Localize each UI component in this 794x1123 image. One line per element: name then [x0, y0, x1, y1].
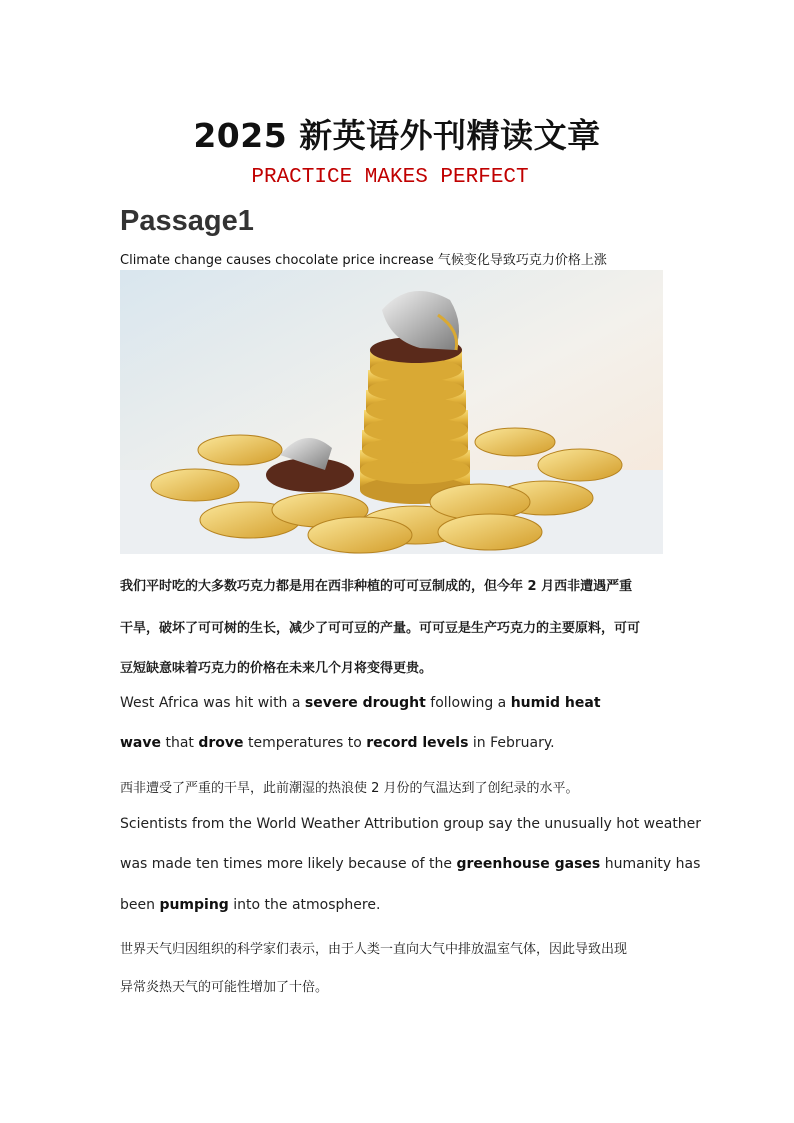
vocab-term: greenhouse gases [456, 856, 601, 872]
intro-zh-line-2: 干旱，破坏了可可树的生长，减少了可可豆的产量。可可豆是生产巧克力的主要原料，可可 [120, 621, 641, 636]
text-span: that [161, 735, 199, 751]
para1-en-line-2 [120, 735, 555, 751]
para2-en-line-2 [120, 856, 700, 872]
para2-en-line-1: Scientists from the World Weather Attribution group say the unusually hot weather [120, 816, 702, 832]
vocab-term: severe drought [304, 695, 426, 711]
text-span: following a [425, 695, 511, 711]
text-span: in February. [468, 735, 555, 751]
chocolate-coins-image [120, 270, 663, 554]
text-span: temperatures to [243, 735, 367, 751]
passage-heading: Passage1 [120, 205, 254, 237]
page-subtitle: PRACTICE MAKES PERFECT [251, 166, 529, 189]
para2-zh-line-2: 异常炎热天气的可能性增加了十倍。 [120, 980, 329, 995]
text-span: into the atmosphere. [228, 897, 381, 913]
vocab-term: wave [120, 735, 162, 751]
vocab-term: humid heat [510, 695, 601, 711]
text-span: been [120, 897, 160, 913]
text-span: was made ten times more likely because of the [120, 856, 457, 872]
para1-en-line-1 [120, 695, 601, 711]
vocab-term: pumping [159, 897, 229, 913]
vocab-term: record levels [366, 735, 469, 751]
vocab-term: drove [198, 735, 244, 751]
text-span: West Africa was hit with a [120, 695, 305, 711]
intro-zh-line-1: 我们平时吃的大多数巧克力都是用在西非种植的可可豆制成的，但今年 2 月西非遭遇严重 [120, 579, 633, 594]
para2-zh-line-1: 世界天气归因组织的科学家们表示，由于人类一直向大气中排放温室气体，因此导致出现 [120, 942, 628, 957]
intro-zh-line-3: 豆短缺意味着巧克力的价格在未来几个月将变得更贵。 [120, 661, 433, 676]
page-title: 2025 新英语外刊精读文章 [193, 116, 601, 155]
para1-zh: 西非遭受了严重的干旱，此前潮湿的热浪使 2 月份的气温达到了创纪录的水平。 [120, 781, 579, 796]
text-span: humanity has [600, 856, 701, 872]
para2-en-line-3 [120, 897, 380, 913]
article-headline: Climate change causes chocolate price increase 气候变化导致巧克力价格上涨 [120, 253, 607, 268]
